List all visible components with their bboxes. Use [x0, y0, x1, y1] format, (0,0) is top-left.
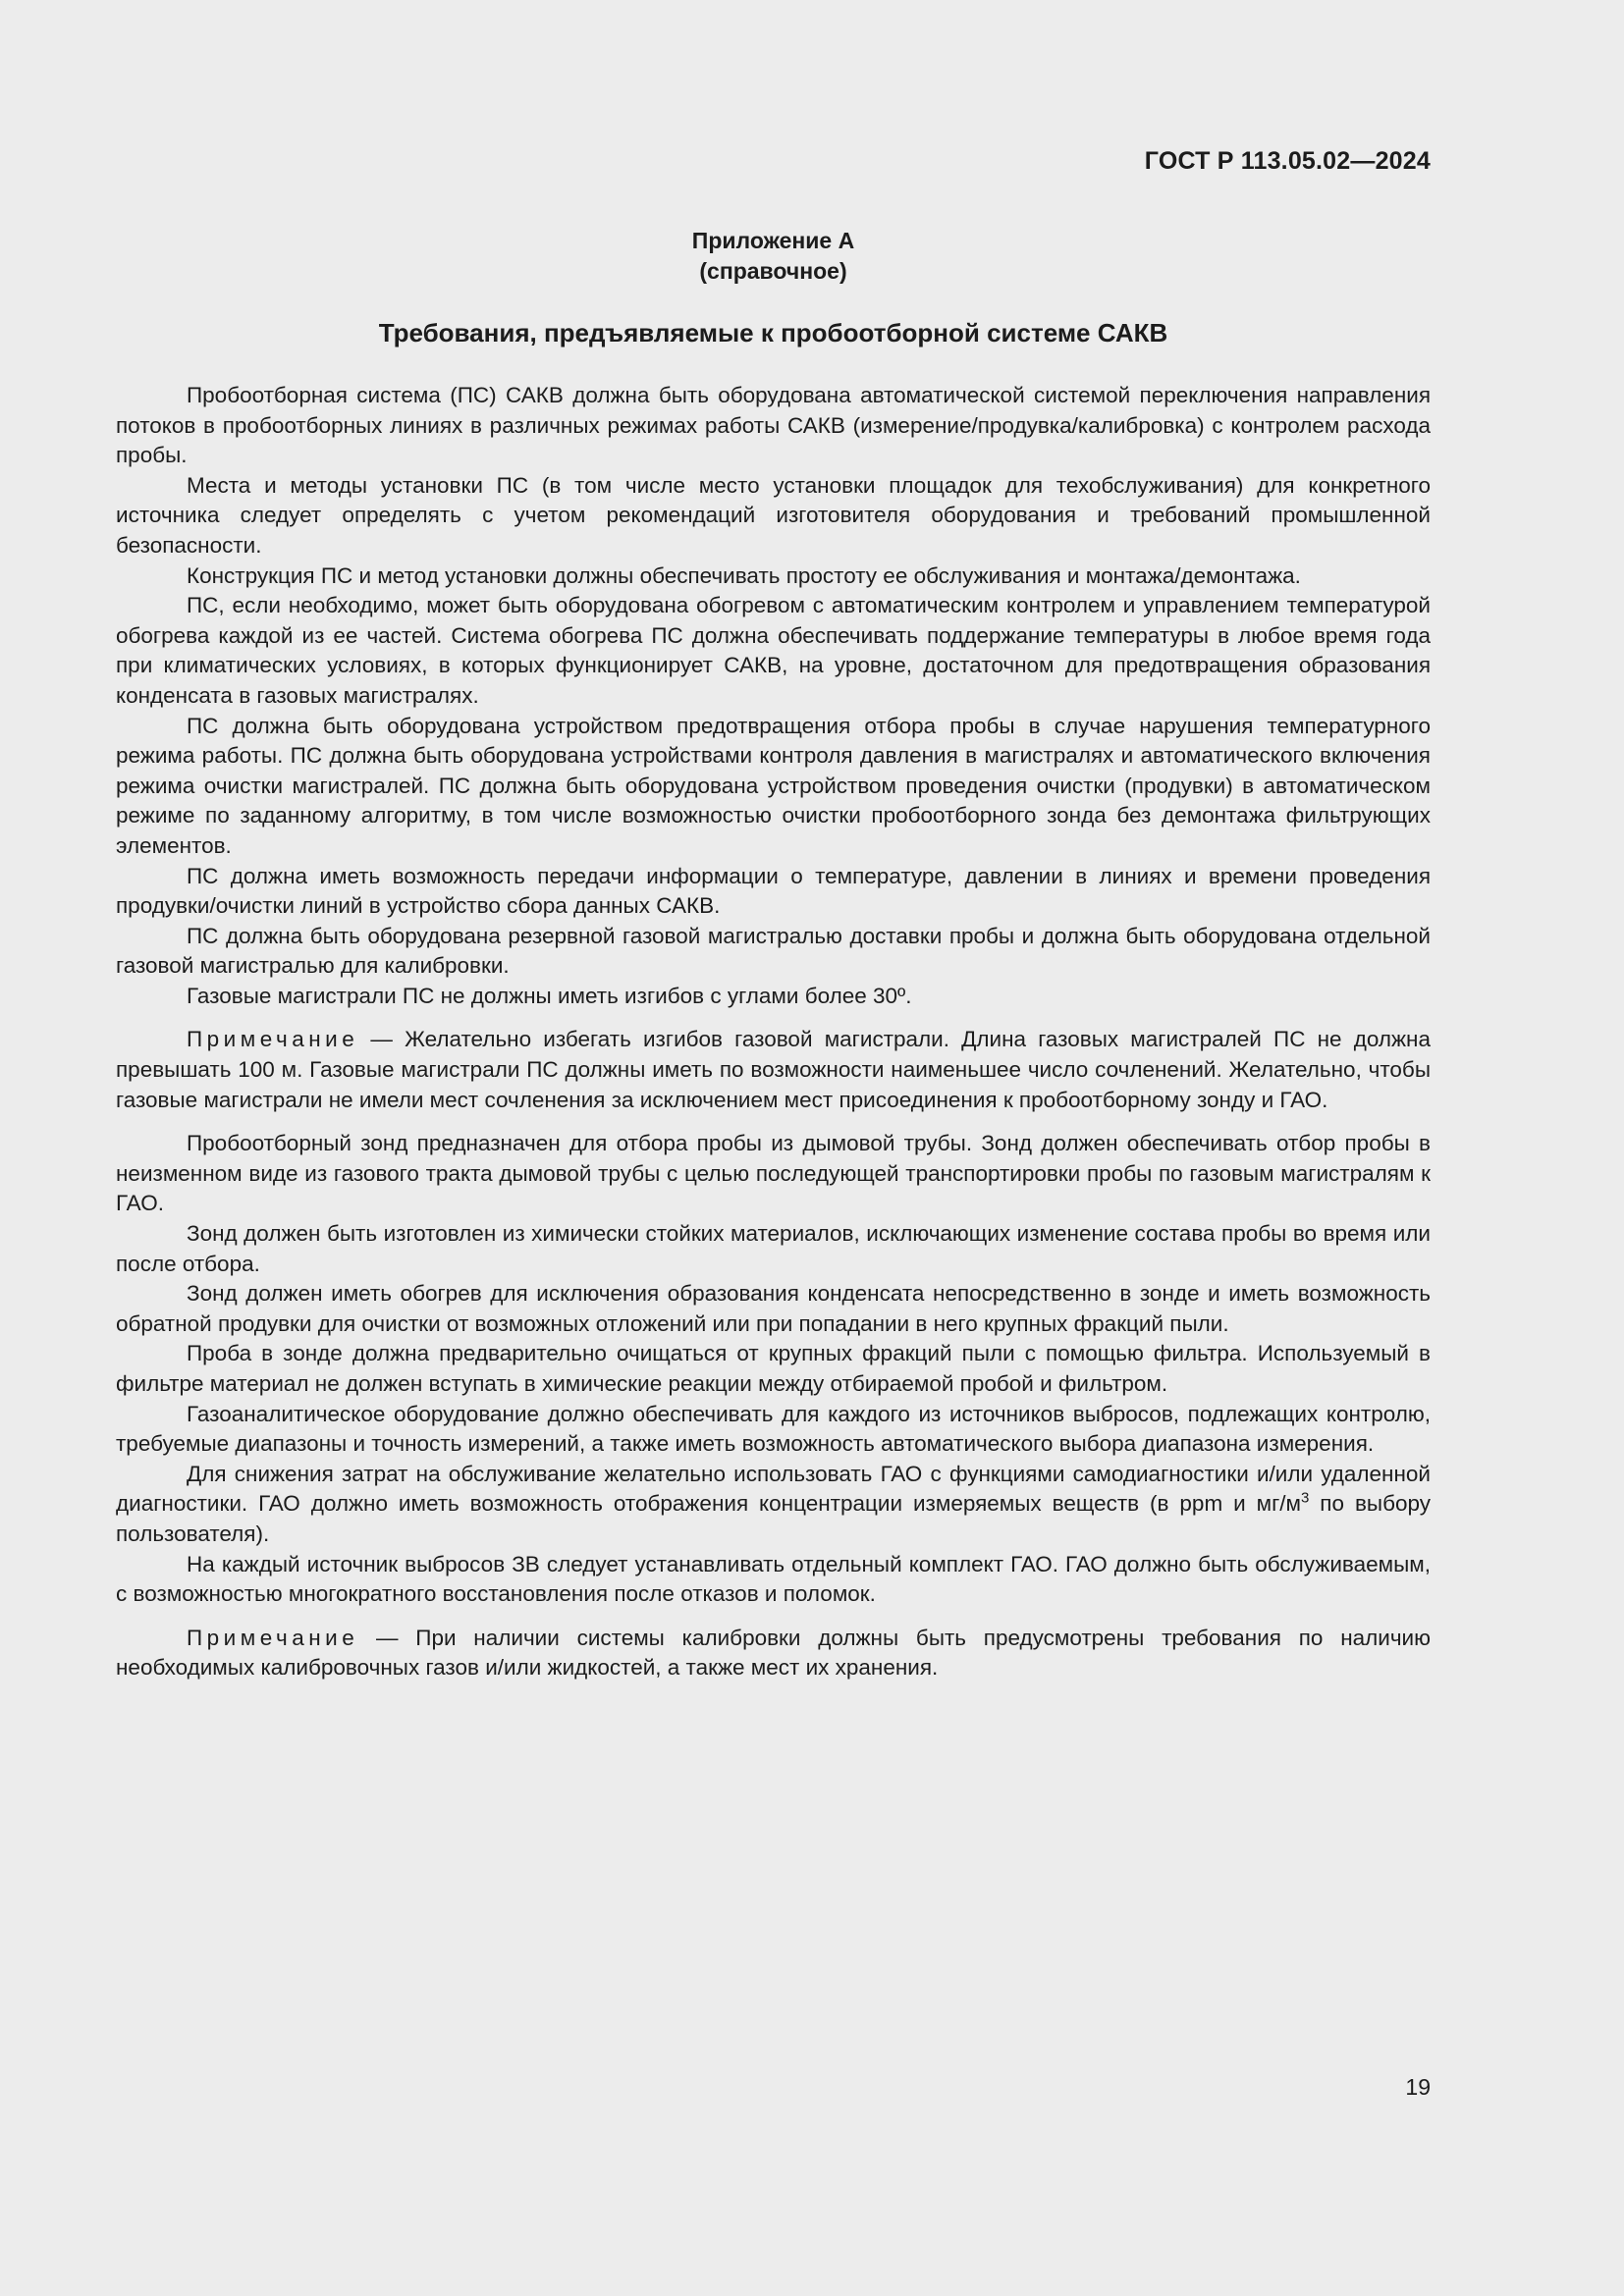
note-text: — При наличии системы калибровки должны быть предусмотрены требования по наличию необходимых калибровочных газов и/или жидкостей, а также мест их хранения. [116, 1625, 1431, 1681]
paragraph: Конструкция ПС и метод установки должны обеспечивать простоту ее обслуживания и монтажа/демонтажа. [187, 562, 1301, 588]
appendix-subtitle: (справочное) [699, 258, 847, 284]
section-title: Требования, предъявляемые к пробоотборной системе САКВ [378, 318, 1168, 347]
appendix-title: Приложение А [691, 228, 855, 253]
note [116, 1624, 1431, 1683]
note-text: — Желательно избегать изгибов газовой магистрали. Длина газовых магистралей ПС не должна превышать 100 м. Газовые магистрали ПС должны иметь по возможности наименьшее число сочленений. Желательно, чтобы газовые магистрали не имели мест сочленения за исключением мест присоединения к пробоотборному зонду и ГАО. [116, 1027, 1431, 1112]
body-text [116, 381, 1431, 1697]
paragraph: ПС должна быть оборудована устройством предотвращения отбора пробы в случае нарушения температурного режима работы. ПС должна быть оборудована устройствами контроля давления в магистралях и автоматического включения режима очистки магистралей. ПС должна быть оборудована устройством проведения очистки (продувки) в автоматическом режиме по заданному алгоритму, в том числе возможностью очистки пробоотборного зонда без демонтажа фильтрующих элементов. [116, 713, 1431, 858]
paragraph: Зонд должен быть изготовлен из химически стойких материалов, исключающих изменение состава пробы во время или после отбора. [116, 1221, 1431, 1276]
page-number: 19 [1405, 2074, 1431, 2100]
paragraph: Газовые магистрали ПС не должны иметь изгибов с углами более 30º. [187, 983, 912, 1008]
note-label: Примечание [187, 1027, 359, 1052]
document-code: ГОСТ Р 113.05.02—2024 [1144, 147, 1431, 175]
paragraph: Зонд должен иметь обогрев для исключения образования конденсата непосредственно в зонде и иметь возможность обратной продувки для очистки от возможных отложений или при попадании в него крупных фракций пыли. [116, 1281, 1431, 1336]
paragraph: ПС, если необходимо, может быть оборудована обогревом с автоматическим контролем и управлением температурой обогрева каждой из ее частей. Система обогрева ПС должна обеспечивать поддержание температуры в любое время года при климатических условиях, в которых функционирует САКВ, на уровне, достаточном для предотвращения образования конденсата в газовых магистралях. [116, 593, 1431, 708]
paragraph: Пробоотборный зонд предназначен для отбора пробы из дымовой трубы. Зонд должен обеспечивать отбор пробы в неизменном виде из газового тракта дымовой трубы с целью последующей транспортировки пробы по газовым магистралям к ГАО. [116, 1131, 1431, 1216]
paragraph: ПС должна быть оборудована резервной газовой магистралью доставки пробы и должна быть оборудована отдельной газовой магистралью для калибровки. [116, 923, 1431, 979]
paragraph-text: Для снижения затрат на обслуживание желательно использовать ГАО с функциями самодиагностики и/или удаленной диагностики. ГАО должно иметь возможность отображения концентрации измеряемых веществ (в ppm и мг/м [116, 1461, 1431, 1517]
paragraph-text: по выбору пользователя). [116, 1491, 1431, 1546]
paragraph: Пробоотборная система (ПС) САКВ должна быть оборудована автоматической системой переключения направления потоков в пробоотборных линиях в различных режимах работы САКВ (измерение/продувка/калибровка) с контролем расхода пробы. [116, 383, 1431, 468]
superscript: 3 [1301, 1489, 1310, 1507]
note [116, 1025, 1431, 1115]
paragraph [116, 1460, 1431, 1550]
paragraph: На каждый источник выбросов ЗВ следует устанавливать отдельный комплект ГАО. ГАО должно быть обслуживаемым, с возможностью многократного восстановления после отказов и поломок. [116, 1551, 1431, 1607]
paragraph: Газоаналитическое оборудование должно обеспечивать для каждого из источников выбросов, подлежащих контролю, требуемые диапазоны и точность измерений, а также иметь возможность автоматического выбора диапазона измерения. [116, 1401, 1431, 1457]
paragraph: Проба в зонде должна предварительно очищаться от крупных фракций пыли с помощью фильтра. Используемый в фильтре материал не должен вступать в химические реакции между отбираемой пробой и фильтром. [116, 1341, 1431, 1396]
paragraph: Места и методы установки ПС (в том числе место установки площадок для техобслуживания) для конкретного источника следует определять с учетом рекомендаций изготовителя оборудования и требований промышленной безопасности. [116, 472, 1431, 558]
appendix-heading [116, 226, 1431, 287]
note-label: Примечание [187, 1625, 359, 1650]
paragraph: ПС должна иметь возможность передачи информации о температуре, давлении в линиях и времени проведения продувки/очистки линий в устройство сбора данных САКВ. [116, 863, 1431, 919]
